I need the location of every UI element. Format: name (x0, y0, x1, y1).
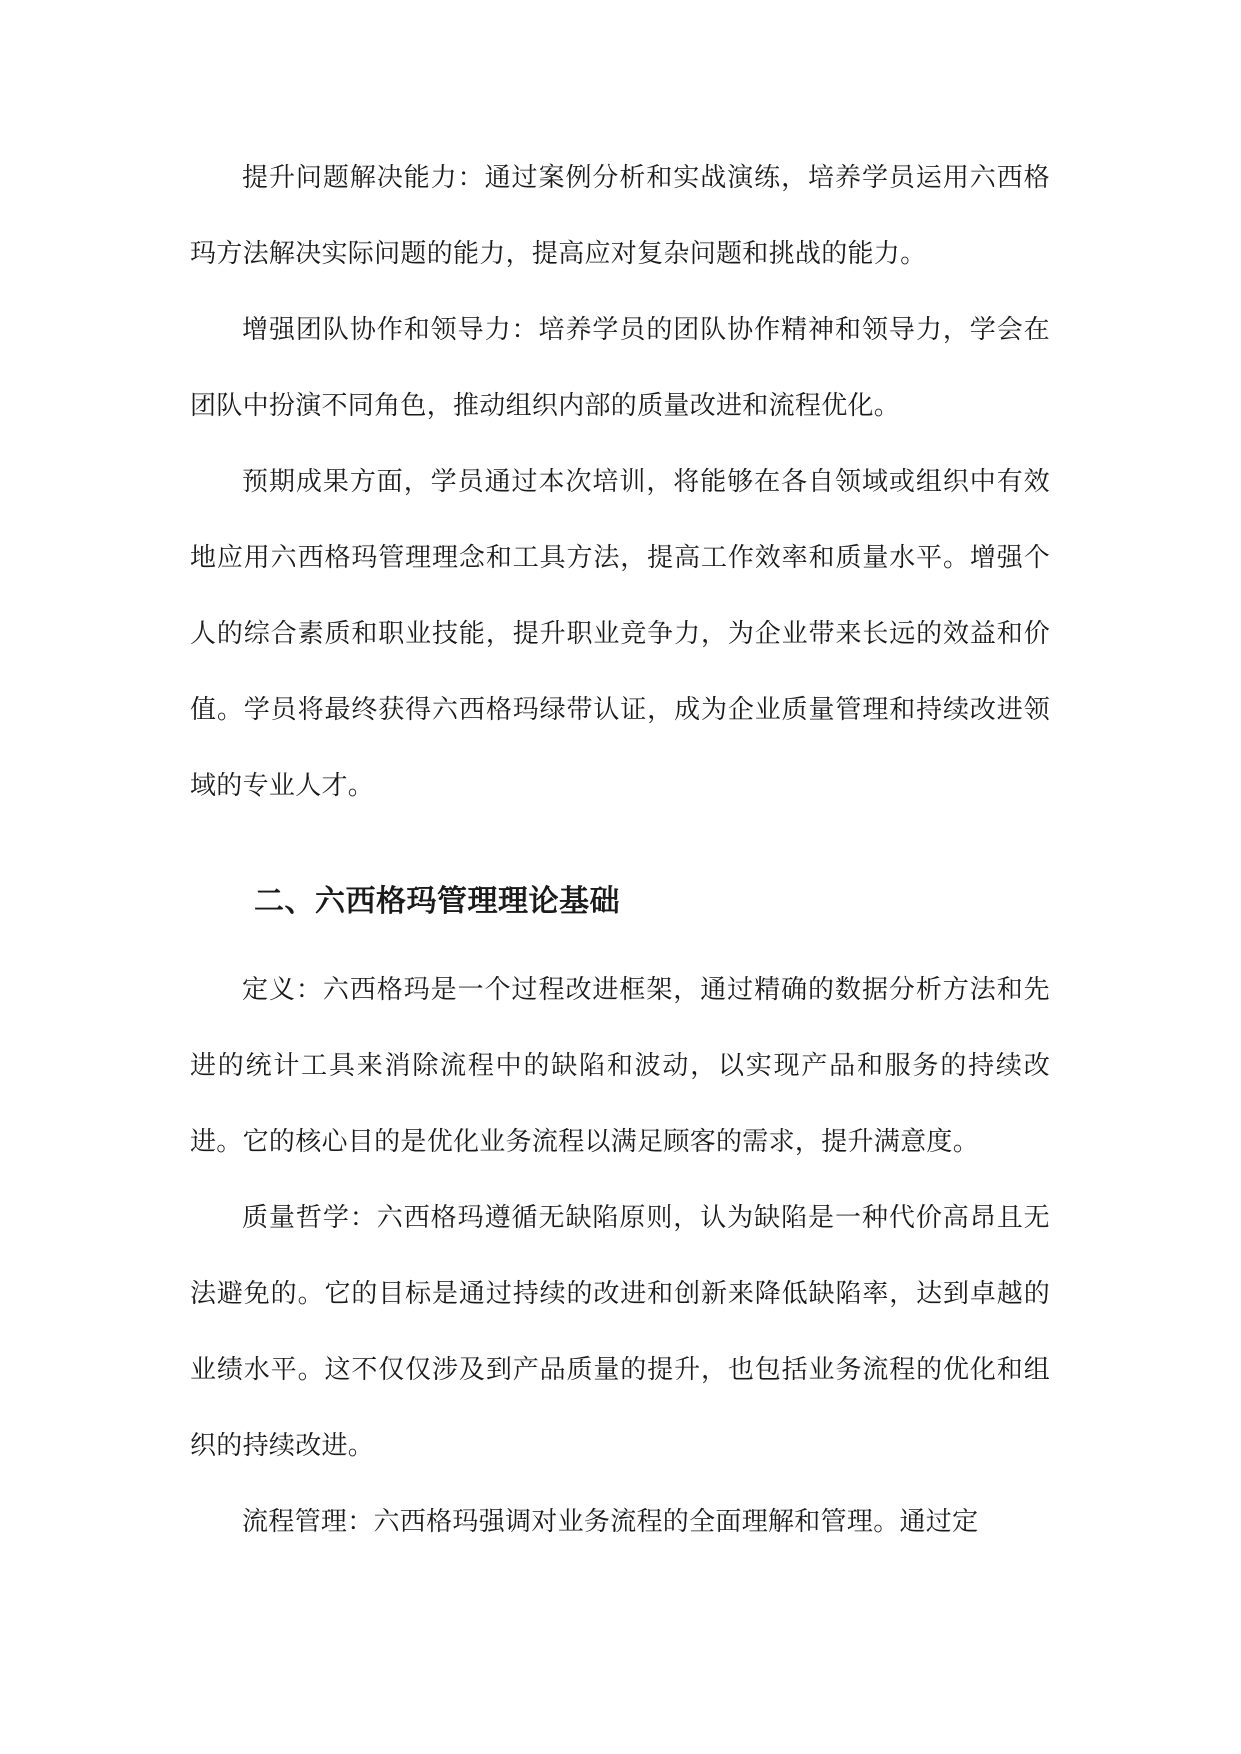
paragraph-quality-philosophy: 质量哲学：六西格玛遵循无缺陷原则，认为缺陷是一种代价高昂且无法避免的。它的目标是通过持续的改进和创新来降低缺陷率，达到卓越的业绩水平。这不仅仅涉及到产品质量的提升，也包括业务流程的优化和组织的持续改进。 (190, 1203, 1050, 1461)
paragraph-definition: 定义：六西格玛是一个过程改进框架，通过精确的数据分析方法和先进的统计工具来消除流程中的缺陷和波动，以实现产品和服务的持续改进。它的核心目的是优化业务流程以满足顾客的需求，提升满意度。 (190, 975, 1050, 1157)
paragraph-problem-solving: 提升问题解决能力：通过案例分析和实战演练，培养学员运用六西格玛方法解决实际问题的能力，提高应对复杂问题和挑战的能力。 (190, 163, 1050, 269)
paragraph-expected-outcomes: 预期成果方面，学员通过本次培训，将能够在各自领域或组织中有效地应用六西格玛管理理念和工具方法，提高工作效率和质量水平。增强个人的综合素质和职业技能，提升职业竞争力，为企业带来长远的效益和价值。学员将最终获得六西格玛绿带认证，成为企业质量管理和持续改进领域的专业人才。 (190, 467, 1050, 801)
paragraph-process-management: 流程管理：六西格玛强调对业务流程的全面理解和管理。通过定 (242, 1507, 979, 1537)
document-body (190, 140, 1050, 1560)
paragraph-teamwork-leadership: 增强团队协作和领导力：培养学员的团队协作精神和领导力，学会在团队中扮演不同角色，推动组织内部的质量改进和流程优化。 (190, 315, 1050, 421)
section-heading: 二、六西格玛管理理论基础 (254, 884, 620, 919)
